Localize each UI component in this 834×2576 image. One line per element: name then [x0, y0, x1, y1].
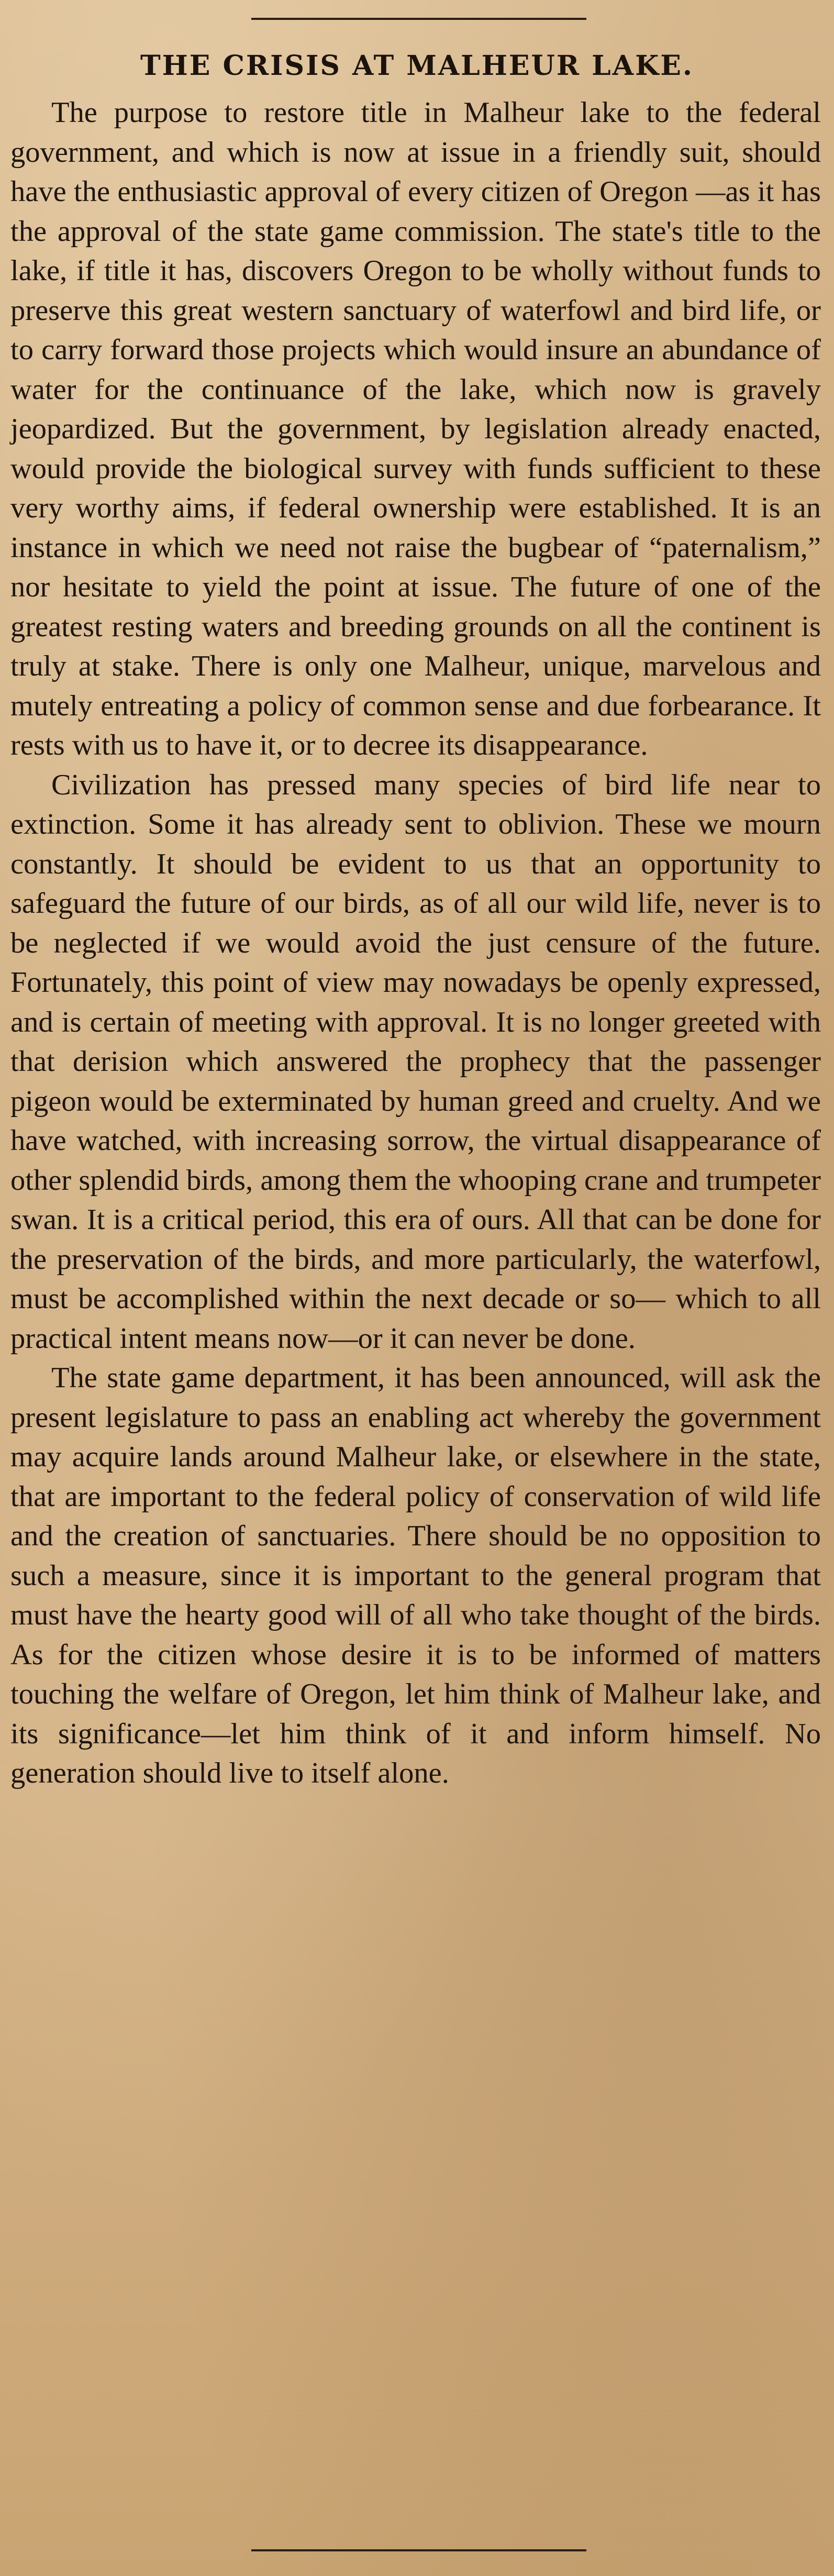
paragraph-3: The state game department, it has been announced, will ask the present legislature to pass an enabling act whereby the government may acquire lands around Malheur lake, or elsewhere in the state, that are important to the federal policy of conservation of wild life and the creation of sanctuaries. There should be no opposition to such a measure, since it is important to the general program that must have the hearty good will of all who take thought of the birds. As for the citizen whose desire it is to be informed of matters touching the welfare of Oregon, let him think of Malheur lake, and its significance—let him think of it and inform himself. No generation should live to itself alone.	[10, 1362, 821, 1789]
bottom-rule	[251, 2549, 586, 2551]
article-body	[10, 93, 821, 1794]
headline: THE CRISIS AT MALHEUR LAKE.	[140, 50, 694, 82]
paragraph-1: The purpose to restore title in Malheur lake to the federal government, and which is now at issue in a friendly suit, should have the enthusiastic approval of every citizen of Oregon —as it has the approval of the state game commission. The state's title to the lake, if title it has, discovers Oregon to be wholly without funds to preserve this great western sanctuary of waterfowl and bird life, or to carry forward those projects which would insure an abundance of water for the continuance of the lake, which now is gravely jeopardized. But the government, by legislation already enacted, would provide the biological survey with funds sufficient to these very worthy aims, if federal ownership were established. It is an instance in which we need not raise the bugbear of “paternalism,” nor hesitate to yield the point at issue. The future of one of the greatest resting waters and breeding grounds on all the continent is truly at stake. There is only one Malheur, unique, marvelous and mutely entreating a policy of common sense and due forbearance. It rests with us to have it, or to decree its disappearance.	[10, 96, 821, 761]
paragraph-2: Civilization has pressed many species of bird life near to extinction. Some it has already sent to oblivion. These we mourn constantly. It should be evident to us that an opportunity to safeguard the future of our birds, as of all our wild life, never is to be neglected if we would avoid the just censure of the future. Fortunately, this point of view may nowadays be openly expressed, and is certain of meeting with approval. It is no longer greeted with that derision which answered the prophecy that the passenger pigeon would be exterminated by human greed and cruelty. And we have watched, with increasing sorrow, the virtual disappearance of other splendid birds, among them the whooping crane and trumpeter swan. It is a critical period, this era of ours. All that can be done for the preservation of the birds, and more particularly, the waterfowl, must be accomplished within the next decade or so— which to all practical intent means now—or it can never be done.	[10, 768, 821, 1355]
top-rule	[251, 18, 586, 20]
